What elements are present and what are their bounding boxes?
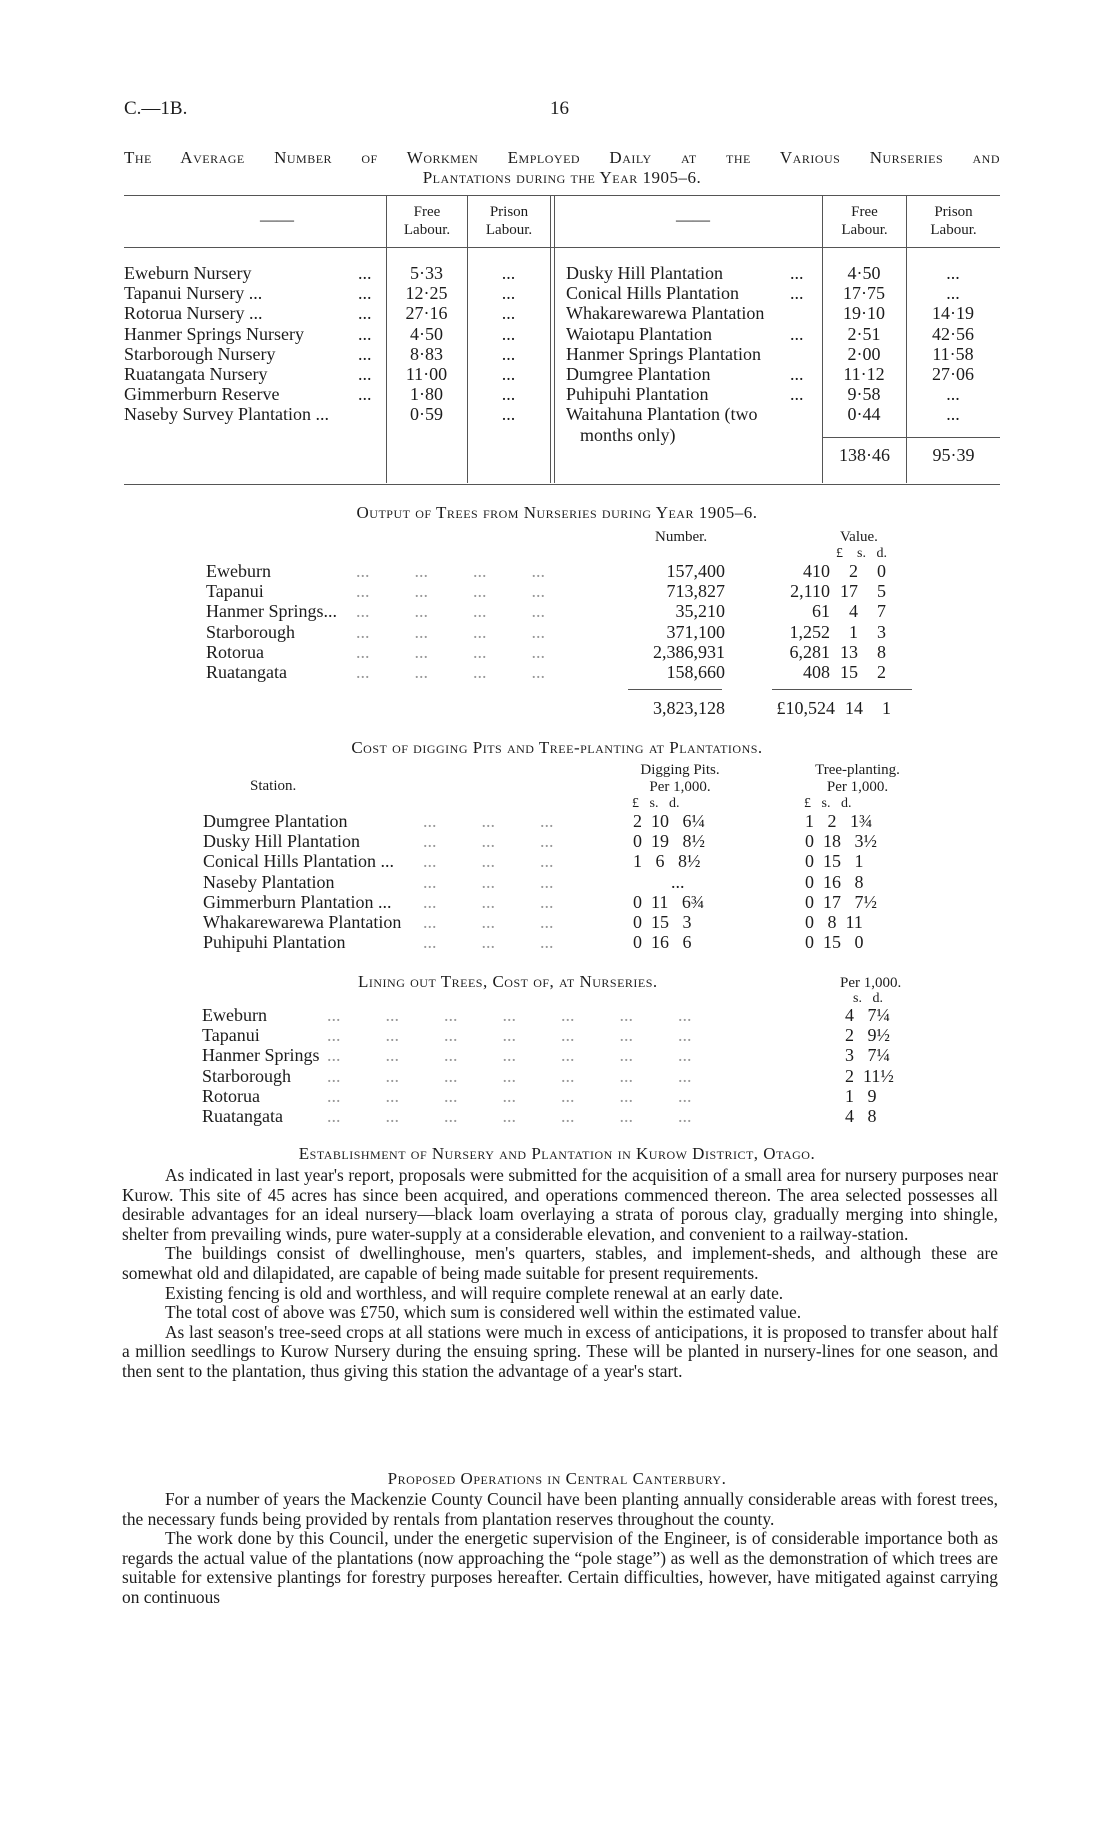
prison-labour-value: ... [501, 384, 516, 405]
header-free-labour-left [387, 203, 467, 239]
output-total-pounds: £10,524 [776, 698, 835, 718]
digging-cost: 2 10 6¼ [633, 811, 705, 831]
output-title: Output of Trees from Nurseries during Year 1905–6. [356, 503, 758, 522]
leader-dots: ... ... ... ... [356, 641, 545, 662]
prison-labour-value: ... [946, 263, 960, 283]
header-labour-word: Labour. [403, 222, 451, 238]
leader-dots: ... ... ... [423, 811, 554, 831]
lining-cost: 2 11½ [845, 1065, 894, 1086]
station-name: Conical Hills Plantation ... [203, 851, 394, 872]
table-row [124, 404, 550, 424]
table-row [203, 892, 877, 912]
nurseries-labour-table [124, 263, 550, 425]
header-prison-word: Prison [934, 204, 973, 220]
leader-dots: ... ... ... [423, 891, 554, 912]
nursery-name: Starborough [206, 621, 295, 642]
station-name: Dusky Hill Plantation [203, 831, 360, 852]
leader-dots: ... [358, 263, 372, 283]
planting-cost: 0 15 0 [805, 932, 864, 953]
column-double-rule [550, 196, 555, 483]
leader-dots: ... [790, 283, 804, 304]
planting-cost: 0 17 7½ [805, 891, 877, 912]
leader-dots: ... [358, 343, 372, 364]
digging-cost: ... [671, 871, 685, 892]
lining-cost: 4 7¼ [845, 1005, 890, 1025]
table-row [206, 581, 886, 601]
nursery-name: Eweburn [206, 561, 271, 581]
output-header-value: Value. [840, 529, 878, 545]
lining-cost: 4 8 [845, 1106, 877, 1127]
leader-dots: ... ... ... ... ... ... ... [327, 1025, 692, 1046]
output-total-number: 3,823,128 [653, 698, 725, 718]
leader-dots: ... ... ... ... [356, 621, 545, 642]
table-row [566, 384, 1000, 404]
leader-dots: ... ... ... ... [356, 601, 545, 622]
value-shillings: 4 [849, 601, 858, 622]
leader-dots: ... ... ... ... [356, 561, 545, 581]
nursery-name: Hanmer Springs... [206, 601, 337, 622]
nursery-name: Hanmer Springs [202, 1045, 320, 1066]
table-row [566, 263, 1000, 283]
nursery-name: Gimmerburn Reserve [124, 384, 280, 405]
prison-labour-value: ... [946, 404, 960, 425]
lining-header-per: Per 1,000. [840, 975, 902, 991]
free-labour-value: 8·83 [410, 343, 443, 364]
digging-money-header: £ s. d. [632, 796, 680, 811]
station-name: Dumgree Plantation [203, 811, 348, 831]
free-labour-value: 19·10 [843, 303, 885, 324]
workmen-title-line2: Plantations during the Year 1905–6. [422, 168, 702, 187]
table-rule [124, 484, 1000, 485]
table-row [202, 1086, 894, 1106]
prison-labour-value: ... [501, 343, 516, 364]
value-pence: 2 [877, 662, 886, 683]
leader-dots: ... [358, 384, 372, 405]
pits-header-station: Station. [250, 778, 297, 794]
table-row [203, 872, 877, 892]
planting-cost: 0 8 11 [805, 912, 863, 933]
free-labour-value: 0·59 [410, 404, 443, 425]
table-row [203, 932, 877, 952]
kurow-paragraph: The total cost of above was £750, which sum is considered well within the estimated value. [165, 1302, 802, 1323]
table-row [206, 642, 886, 662]
table-row [206, 622, 886, 642]
kurow-body [122, 1166, 998, 1382]
lining-cost: 1 9 [845, 1085, 877, 1106]
plantation-name: Puhipuhi Plantation [566, 384, 709, 405]
per-thousand-label: Per 1,000. [649, 779, 711, 795]
nursery-name: Ruatangata [206, 662, 287, 683]
table-row [202, 1066, 894, 1086]
station-name: Gimmerburn Plantation ... [203, 891, 392, 912]
value-shillings: 1 [849, 621, 858, 642]
free-labour-value: 4·50 [847, 263, 881, 283]
table-row [202, 1005, 894, 1025]
pits-table [203, 811, 877, 952]
digging-cost: 1 6 8½ [633, 851, 701, 872]
digging-cost: 0 15 3 [633, 912, 692, 933]
leader-dots: ... ... ... [423, 851, 554, 872]
total-rule [628, 689, 722, 690]
nursery-name: Rotorua [202, 1085, 260, 1106]
header-free-labour-right [823, 203, 906, 239]
header-labour-word: Labour. [930, 222, 977, 238]
table-row [566, 283, 1000, 303]
free-labour-value: 27·16 [405, 303, 448, 324]
table-row [203, 912, 877, 932]
nursery-name: Rotorua Nursery ... [124, 303, 263, 324]
value-pounds: 2,110 [790, 581, 830, 602]
table-row [202, 1045, 894, 1065]
leader-dots: ... ... ... ... ... ... ... [327, 1085, 692, 1106]
prison-labour-value: ... [501, 404, 516, 425]
nursery-name: Tapanui Nursery ... [124, 283, 263, 304]
kurow-title: Establishment of Nursery and Plantation in Kurow District, Otago. [298, 1144, 816, 1163]
trees-number: 157,400 [666, 561, 725, 581]
output-total-pence: 1 [882, 698, 891, 718]
nursery-name: Tapanui [206, 581, 264, 602]
header-dash-right: —— [676, 210, 710, 229]
free-labour-value: 11·12 [843, 364, 885, 385]
prison-labour-value: 42·56 [932, 323, 974, 344]
leader-dots [358, 404, 386, 424]
value-pounds: 6,281 [789, 641, 830, 662]
table-row [203, 851, 877, 871]
table-row [124, 344, 550, 364]
leader-dots [790, 404, 822, 424]
value-pence: 5 [877, 581, 886, 602]
table-row [206, 601, 886, 621]
output-header-number: Number. [655, 529, 708, 545]
header-labour-word: Labour. [485, 222, 533, 238]
leader-dots: ... [790, 384, 804, 405]
table-rule [124, 247, 1000, 248]
plantation-name: Dusky Hill Plantation [566, 263, 723, 283]
planting-cost: 0 18 3½ [805, 831, 877, 852]
lining-title: Lining out Trees, Cost of, at Nurseries. [358, 972, 658, 991]
value-pounds: 408 [803, 662, 830, 683]
prison-labour-value: 11·58 [932, 343, 974, 364]
leader-dots: ... [358, 323, 372, 344]
table-row [566, 404, 1000, 424]
trees-number: 371,100 [666, 621, 725, 642]
digging-cost: 0 16 6 [633, 932, 692, 953]
leader-dots: ... ... ... [423, 831, 554, 852]
leader-dots: ... ... ... ... ... ... ... [327, 1005, 692, 1025]
planting-cost: 0 16 8 [805, 871, 864, 892]
leader-dots: ... [358, 364, 372, 385]
table-row [124, 263, 550, 283]
free-labour-value: 5·33 [410, 263, 443, 283]
prison-labour-value: 27·06 [932, 364, 974, 385]
canterbury-title: Proposed Operations in Central Canterbury. [387, 1469, 727, 1488]
nursery-name: Ruatangata Nursery [124, 364, 268, 385]
digging-cost: 0 11 6¾ [633, 891, 705, 912]
kurow-paragraph: As indicated in last year's report, proposals were submitted for the acquisition of a small area for nursery purposes near Kurow. This site of 45 acres has since been acquired, and operations commenced thereon. The area selected possesses all desirable advantages for an ideal nursery—black loam overlaying a strata of porous clay, gradually merging into shingle, shelter from prevailing winds, pure water-supply at a considerable elevation, and convenient to a railway-station. [122, 1165, 998, 1244]
plantation-name: Waitahuna Plantation (two [566, 404, 758, 425]
table-row [202, 1025, 894, 1045]
report-reference: C.—1B. [124, 98, 188, 119]
trees-number: 2,386,931 [653, 641, 725, 662]
output-total-shillings: 14 [845, 698, 863, 718]
kurow-paragraph: As last season's tree-seed crops at all stations were much in excess of anticipations, it is proposed to transfer about half a million seedlings to Kurow Nursery during the ensuing spring. These will be planted in nursery-lines for one season, and then sent to the plantation, thus giving this station the advantage of a year's start. [122, 1321, 998, 1381]
leader-dots: ... ... ... [423, 912, 554, 933]
pits-header-planting [790, 762, 925, 796]
table-row [124, 283, 550, 303]
table-row [203, 831, 877, 851]
leader-dots: ... ... ... ... ... ... ... [327, 1106, 692, 1127]
station-name: Whakarewarewa Plantation [203, 912, 402, 933]
lining-cost: 3 7¼ [845, 1045, 890, 1066]
digging-cost: 0 19 8½ [633, 831, 705, 852]
plantation-name: Whakarewarewa Plantation [566, 303, 765, 324]
prison-labour-value: ... [501, 323, 516, 344]
free-labour-value: 2·00 [847, 343, 881, 364]
trees-number: 158,660 [666, 662, 725, 683]
prison-labour-value: 14·19 [932, 303, 974, 324]
prison-labour-value: ... [501, 303, 516, 324]
plantation-name: Conical Hills Plantation [566, 283, 739, 304]
free-labour-value: 17·75 [843, 283, 885, 304]
digging-pits-label: Digging Pits. [640, 762, 720, 778]
header-dash-left: —— [260, 210, 294, 229]
table-row [566, 344, 1000, 364]
free-labour-value: 9·58 [847, 384, 881, 405]
trees-number: 713,827 [666, 581, 725, 602]
table-row [124, 364, 550, 384]
leader-dots: ... [790, 263, 804, 283]
leader-dots: ... ... ... ... ... ... ... [327, 1065, 692, 1086]
table-row [566, 425, 1000, 445]
value-pence: 8 [877, 641, 886, 662]
plantation-name: Hanmer Springs Plantation [566, 343, 761, 364]
kurow-paragraph: Existing fencing is old and worthless, and will require complete renewal at an early date. [165, 1282, 784, 1303]
total-rule [772, 689, 912, 690]
station-name: Puhipuhi Plantation [203, 932, 346, 953]
nursery-name: Eweburn [202, 1005, 267, 1025]
planting-money-header: £ s. d. [804, 796, 852, 811]
value-pounds: 61 [812, 601, 830, 622]
per-thousand-label: Per 1,000. [826, 779, 889, 795]
canterbury-body [122, 1490, 998, 1608]
leader-dots: ... ... ... ... [356, 581, 545, 602]
free-labour-value: 11·00 [405, 364, 448, 385]
table-row [203, 811, 877, 831]
table-row [124, 324, 550, 344]
page-number: 16 [550, 98, 569, 119]
tree-planting-label: Tree-planting. [815, 762, 900, 778]
header-prison-labour-right [907, 203, 1000, 239]
table-row [206, 561, 886, 581]
leader-dots [790, 344, 822, 364]
planting-cost: 1 2 1¾ [805, 811, 873, 831]
plantations-labour-table [566, 263, 1000, 445]
nursery-name: Hanmer Springs Nursery [124, 323, 304, 344]
value-pounds: 1,252 [789, 621, 830, 642]
planting-cost: 0 15 1 [805, 851, 864, 872]
table-row [124, 384, 550, 404]
free-labour-value: 2·51 [847, 323, 881, 344]
total-free-labour: 138·46 [839, 445, 890, 465]
free-labour-value: 1·80 [410, 384, 443, 405]
value-pence: 3 [877, 621, 886, 642]
leader-dots: ... [358, 303, 372, 324]
free-labour-value: 12·25 [405, 283, 448, 304]
header-free-word: Free [413, 204, 441, 220]
prison-labour-value: ... [946, 384, 960, 405]
prison-labour-value: ... [501, 364, 516, 385]
leader-dots: ... [358, 283, 372, 304]
pits-header-digging [610, 762, 750, 796]
pits-title: Cost of digging Pits and Tree-planting at Plantations. [351, 738, 763, 757]
leader-dots: ... [790, 364, 804, 385]
plantation-name: Dumgree Plantation [566, 364, 711, 385]
value-pence: 0 [877, 561, 886, 581]
prison-labour-value: ... [501, 263, 516, 283]
nursery-name: Rotorua [206, 641, 264, 662]
header-free-word: Free [851, 204, 878, 220]
value-pence: 7 [877, 601, 886, 622]
nursery-name: Starborough [202, 1065, 291, 1086]
lining-table [202, 1005, 894, 1126]
station-name: Naseby Plantation [203, 871, 335, 892]
value-shillings: 2 [849, 561, 858, 581]
trees-number: 35,210 [675, 601, 725, 622]
total-prison-labour: 95·39 [932, 445, 975, 465]
prison-labour-value: ... [946, 283, 960, 304]
workmen-title-line1: The Average Number of Workmen Employed Daily at the Various Nurseries and [124, 148, 1000, 167]
table-row [566, 324, 1000, 344]
value-shillings: 13 [840, 641, 858, 662]
canterbury-paragraph: The work done by this Council, under the energetic supervision of the Engineer, is of considerable importance both as regards the actual value of the plantations (now approaching the “pole stage”) as well as the demonstration of which trees are suitable for extensive plantings for forestry purposes hereafter. Certain difficulties, however, have mitigated against carrying on continuous [122, 1528, 998, 1607]
plantation-name-continued: months only) [580, 424, 676, 445]
leader-dots: ... [790, 323, 804, 344]
free-labour-value: 0·44 [847, 404, 881, 425]
nursery-name: Naseby Survey Plantation ... [124, 404, 329, 425]
leader-dots: ... ... ... [423, 871, 554, 892]
prison-labour-value: ... [501, 283, 516, 304]
table-row [566, 364, 1000, 384]
kurow-paragraph: The buildings consist of dwellinghouse, men's quarters, stables, and implement-sheds, and although these are somewhat old and dilapidated, are capable of being made suitable for present requirements. [122, 1243, 998, 1283]
table-row [124, 303, 550, 323]
output-money-header: £ s. d. [836, 546, 887, 561]
table-row [206, 662, 886, 682]
table-rule [124, 195, 1000, 196]
header-labour-word: Labour. [841, 222, 888, 238]
free-labour-value: 4·50 [410, 323, 443, 344]
leader-dots [790, 303, 822, 323]
plantation-name: Waiotapu Plantation [566, 323, 713, 344]
leader-dots: ... ... ... ... [356, 662, 545, 683]
lining-cost: 2 9½ [845, 1025, 890, 1046]
nursery-name: Starborough Nursery [124, 343, 276, 364]
leader-dots: ... ... ... ... ... ... ... [327, 1045, 692, 1066]
table-row [566, 303, 1000, 323]
header-prison-word: Prison [489, 204, 529, 220]
value-shillings: 15 [840, 662, 858, 683]
nursery-name: Tapanui [202, 1025, 260, 1046]
table-row [202, 1106, 894, 1126]
header-prison-labour-left [468, 203, 550, 239]
value-shillings: 17 [840, 581, 858, 602]
lining-money-header: s. d. [853, 991, 883, 1006]
value-pounds: 410 [803, 561, 830, 581]
output-table [206, 561, 886, 682]
nursery-name: Ruatangata [202, 1106, 283, 1127]
nursery-name: Eweburn Nursery [124, 263, 252, 283]
canterbury-paragraph: For a number of years the Mackenzie County Council have been planting annually considerable areas with forest trees, the necessary funds being provided by rentals from plantation reserves throughout the county. [122, 1489, 998, 1529]
leader-dots: ... ... ... [423, 932, 554, 953]
